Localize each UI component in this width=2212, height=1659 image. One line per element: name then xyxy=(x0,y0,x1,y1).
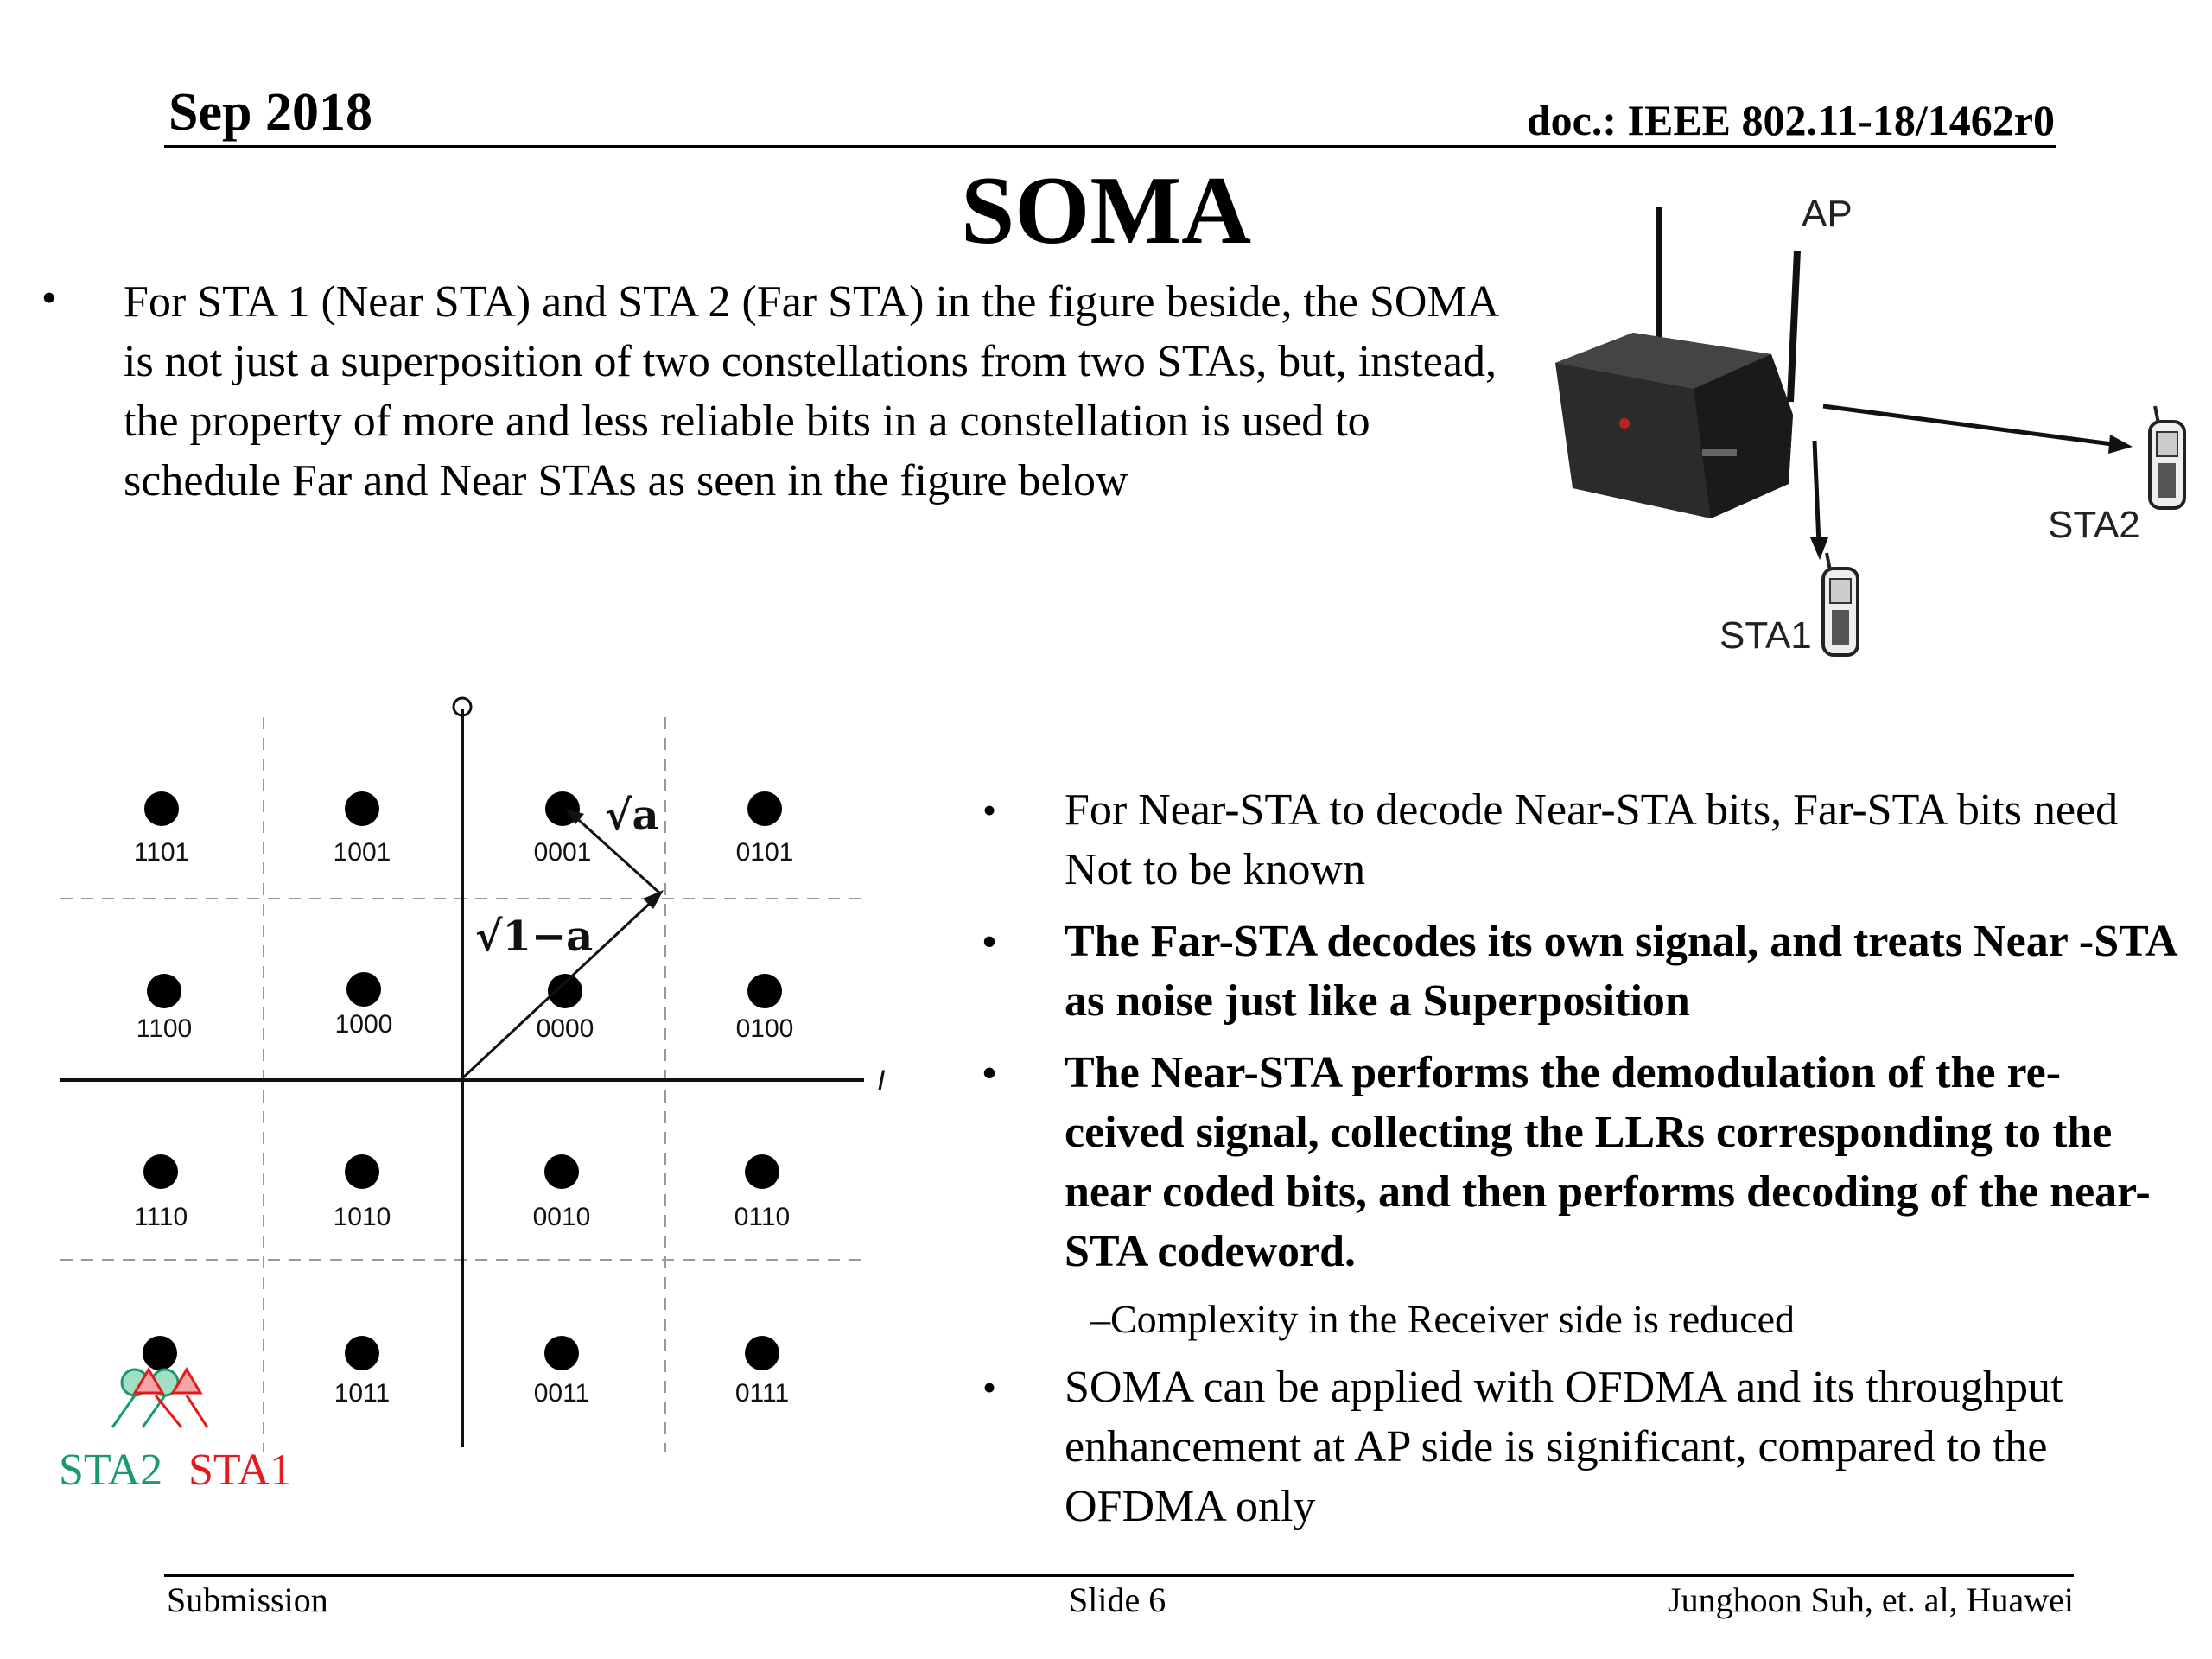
point-label: 0001 xyxy=(533,838,592,867)
header-divider xyxy=(164,145,2056,148)
bullet-marker: • xyxy=(982,1051,997,1095)
constellation-point xyxy=(745,1154,779,1189)
footer-submission: Submission xyxy=(167,1580,328,1619)
header-date: Sep 2018 xyxy=(168,83,372,142)
constellation-point xyxy=(144,791,179,826)
point-label: 0000 xyxy=(536,1014,594,1043)
constellation-diagram xyxy=(43,683,950,1521)
constellation-point xyxy=(345,1336,379,1370)
constellation-point xyxy=(745,1336,779,1370)
sqrt-a-label: √a xyxy=(605,791,659,840)
router-icon xyxy=(1555,333,1793,518)
point-label: 1000 xyxy=(334,1010,393,1039)
point-label: 0010 xyxy=(532,1203,591,1231)
constellation-row-2 xyxy=(137,972,794,1043)
legend-sta1: STA1 xyxy=(188,1446,293,1495)
sta1-phone-icon xyxy=(1823,553,1858,655)
bullet-marker: • xyxy=(982,788,997,832)
intro-paragraph: For STA 1 (Near STA) and STA 2 (Far STA) in the figure beside, the SOMA is not just a superposition of two constellations from two STAs, but, instead, the property of more and less reliable bits in a constellation is used to schedule Far and Near STAs as seen in the figure below xyxy=(124,277,1497,505)
bullet-text: SOMA can be applied with OFDMA and its throughput enhancement at AP side is significant, compared to the OFDMA only xyxy=(1065,1363,2063,1531)
intro-bullet-marker: • xyxy=(41,273,57,321)
constellation-point xyxy=(544,1336,579,1370)
point-label: 0101 xyxy=(735,838,794,867)
constellation-point xyxy=(143,1336,177,1370)
right-bullet-list xyxy=(982,780,2179,1548)
bullet-marker: • xyxy=(982,919,997,963)
sta-marker-group xyxy=(112,1370,207,1427)
point-label: 1011 xyxy=(334,1379,391,1408)
sta1-label: STA1 xyxy=(1719,614,1812,657)
point-label: 1110 xyxy=(133,1203,188,1231)
constellation-row-4 xyxy=(143,1336,789,1408)
bullet-item xyxy=(982,1043,2179,1281)
point-label: 0110 xyxy=(734,1203,791,1231)
sta2-label: STA2 xyxy=(2048,504,2140,546)
footer-slide-number: Slide 6 xyxy=(1069,1580,1166,1619)
constellation-point xyxy=(747,974,782,1008)
constellation-point xyxy=(544,1154,579,1189)
point-label: 1100 xyxy=(136,1014,193,1043)
constellation-point xyxy=(345,1154,379,1189)
i-axis-label: I xyxy=(877,1065,886,1097)
point-label: 1101 xyxy=(133,838,190,867)
sta2-phone-icon xyxy=(2150,406,2184,508)
constellation-point xyxy=(143,1154,178,1189)
constellation-point xyxy=(346,972,381,1007)
arrow-to-sta1 xyxy=(1815,441,1819,544)
bullet-marker: • xyxy=(982,1365,997,1409)
sqrt-one-minus-a-label: √1−a xyxy=(475,912,594,961)
slide-title: SOMA xyxy=(961,157,1251,264)
point-label: 0011 xyxy=(533,1379,590,1408)
ap-label: AP xyxy=(1802,193,1853,235)
constellation-point xyxy=(548,974,582,1008)
bullet-text: The Far-STA decodes its own signal, and treats Near -STA as noise just like a Superposition xyxy=(1065,917,2176,1026)
arrow-to-sta2 xyxy=(1823,406,2119,445)
constellation-point xyxy=(345,791,379,826)
constellation-point xyxy=(747,791,782,826)
legend-sta2: STA2 xyxy=(59,1446,163,1495)
point-label: 1010 xyxy=(333,1203,391,1231)
bullet-item xyxy=(982,912,2179,1031)
network-figure xyxy=(1538,190,2212,709)
footer-divider xyxy=(164,1574,2074,1577)
bullet-item xyxy=(982,780,2179,899)
point-label: 0111 xyxy=(734,1379,790,1408)
bullet-item xyxy=(982,1357,2179,1536)
point-label: 0100 xyxy=(735,1014,794,1043)
point-label: 1001 xyxy=(333,838,391,867)
bullet-text: For Near-STA to decode Near-STA bits, Far-STA bits need Not to be known xyxy=(1065,785,2119,894)
bullet-text: The Near-STA performs the demodulation of the re-ceived signal, collecting the LLRs corresponding to the near coded bits, and then performs decoding of the near-STA codeword. xyxy=(1065,1048,2151,1276)
header-doc-id: doc.: IEEE 802.11-18/1462r0 xyxy=(1526,96,2055,144)
sub-bullet-text: –Complexity in the Receiver side is reduced xyxy=(1090,1297,1795,1341)
constellation-point xyxy=(147,974,181,1008)
footer-authors: Junghoon Suh, et. al, Huawei xyxy=(1668,1580,2074,1619)
ap-antenna-right xyxy=(1790,251,1797,402)
